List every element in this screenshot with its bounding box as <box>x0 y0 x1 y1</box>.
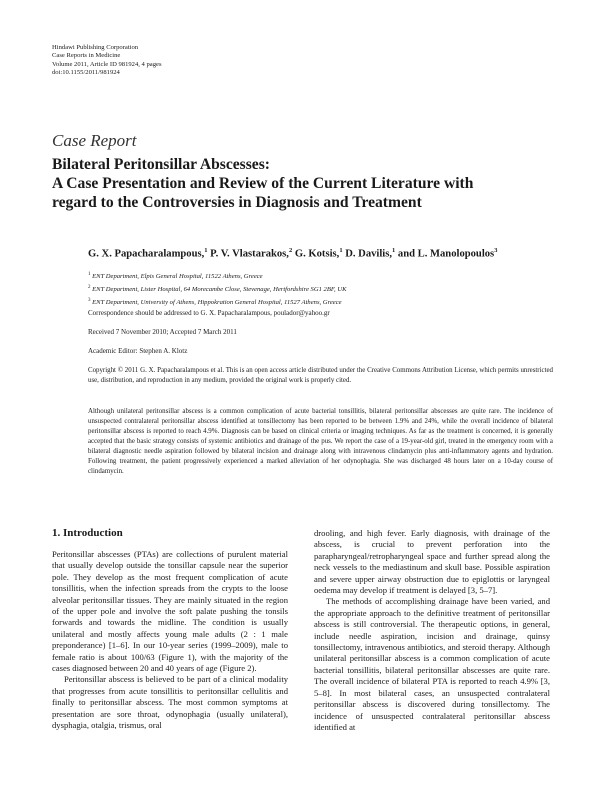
doi[interactable]: doi:10.1155/2011/981924 <box>52 69 120 77</box>
author-affiliation-mark: 1 <box>204 247 208 254</box>
affiliation-number: 3 <box>88 298 91 304</box>
author-name: G. Kotsis, <box>294 248 340 260</box>
body-paragraph: drooling, and high fever. Early diagnosis, with drainage of the abscess, is crucial to prevent perforation into the parapharyngeal/retropharyngeal space and further spread along the neck vessels to the mediastinum and skull base. Possible aspiration and severe upper airway obstruction due to epiglottis or laryngeal oedema may develop if treatment is delayed [3, 5–7]. <box>314 528 550 596</box>
author-name: D. Davilis, <box>345 248 393 260</box>
affiliation-item <box>88 295 346 308</box>
body-paragraph: The methods of accomplishing drainage have been varied, and the appropriate approach to the definitive treatment of peritonsillar abscess is still controversial. The therapeutic options, in general, include needle aspiration, incision and drainage, quinsy tonsillectomy, intravenous antibiotics, and steroid therapy. Although unilateral peritonsillar abscess is a common complication of acute bacterial tonsillitis, bilateral peritonsillar abscesses are quite rare. The overall incidence of bilateral PTA is reported to reach 4.9% [3, 5–8]. In most bilateral cases, an unsuspected contralateral peritonsillar abscess is discovered during tonsillectomy. The incidence of unsuspected contralateral peritonsillar abscess identified at <box>314 596 550 732</box>
affiliation-text: ENT Department, University of Athens, Hippokration General Hospital, 11527 Athens, Greece <box>92 299 342 307</box>
title-line-3: regard to the Controversies in Diagnosis and Treatment <box>52 194 422 211</box>
correspondence: Correspondence should be addressed to G. X. Papacharalampous, poulador@yahoo.gr <box>88 309 330 317</box>
author-affiliation-mark: 1 <box>339 247 343 254</box>
publisher-info <box>52 44 162 78</box>
author-affiliation-mark: 2 <box>288 247 293 254</box>
body-paragraph: Peritonsillar abscess is believed to be part of a clinical modality that progresses from acute tonsillitis to peritonsillar cellulitis and finally to peritonsillar abscess. The most common symptoms at presentation are sore throat, odynophagia (usually unilateral), dysphagia, otalgia, trismus, oral <box>52 674 288 731</box>
author-name: G. X. Papacharalampous, <box>88 248 205 260</box>
title-line-2: A Case Presentation and Review of the Current Literature with <box>52 175 474 192</box>
copyright-notice: Copyright © 2011 G. X. Papacharalampous et al. This is an open access article distributed under the Creative Commons Attribution License, which permits unrestricted use, distribution, and reproduction in any medium, provided the original work is properly cited. <box>88 367 553 384</box>
author-name: and L. Manolopoulos <box>397 248 495 260</box>
author-name: P. V. Vlastarakos, <box>210 248 289 260</box>
affiliation-item <box>88 282 346 295</box>
affiliation-text: ENT Department, Elpis General Hospital, 11522 Athens, Greece <box>92 273 263 281</box>
volume-info: Volume 2011, Article ID 981924, 4 pages <box>52 60 162 68</box>
affiliations <box>88 269 346 309</box>
left-column <box>52 549 288 732</box>
journal-name: Case Reports in Medicine <box>52 52 121 60</box>
title-line-1: Bilateral Peritonsillar Abscesses: <box>52 156 270 173</box>
received-dates: Received 7 November 2010; Accepted 7 March 2011 <box>88 328 237 336</box>
affiliation-number: 1 <box>88 272 91 277</box>
section-heading: 1. Introduction <box>52 527 123 539</box>
author-affiliation-mark: 1 <box>392 247 396 254</box>
affiliation-number: 2 <box>88 285 91 291</box>
body-paragraph: Peritonsillar abscesses (PTAs) are collections of purulent material that usually develop outside the tonsillar capsule near the superior pole. They develop as the most frequent complication of acute tonsillitis, when the infection spreads from the crypts to the loose alveolar peritonsillar tissues. They are mainly situated in the region of the upper pole and involve the soft palate pushing the tonsils forwards and towards the midline. The condition is usually unilateral and mostly affects young male adults (2 : 1 male preponderance) [1–6]. In our 10-year series (1999–2009), male to female ratio is about 100/63 (Figure 1), with the majority of the cases diagnosed between 20 and 40 years of age (Figure 2). <box>52 549 288 674</box>
author-affiliation-mark: 3 <box>494 247 498 254</box>
academic-editor: Academic Editor: Stephen A. Klotz <box>88 347 188 355</box>
affiliation-item <box>88 269 346 282</box>
author-list <box>88 247 497 260</box>
abstract: Although unilateral peritonsillar abscess is a common complication of acute bacterial tonsillitis, bilateral peritonsillar abscesses are quite rare. The incidence of unsuspected contralateral peritonsillar abscess identified at tonsillectomy has been reported to be between 1.9% and 24%, while the overall incidence of bilateral peritonsillar abscess is reported to reach 4.9%. Diagnosis can be based on clinical criteria or imaging techniques. As far as the treatment is concerned, it is generally accepted that the basic strategy consists of systemic antibiotics and drainage of the pus. We report the case of a 19-year-old girl, treated in the emergency room with a bilateral diagnostic needle aspiration followed by bilateral incision and drainage along with intravenous clindamycin plus anti-inflammatory agents and hydration. Following treatment, the patient progressively experienced a marked alleviation of her odynophagia. She was discharged 48 hours later on a 10-day course of clindamycin. <box>88 408 553 475</box>
right-column <box>314 528 550 733</box>
publisher-name: Hindawi Publishing Corporation <box>52 44 139 51</box>
paper-title <box>52 155 552 212</box>
article-type: Case Report <box>52 131 137 150</box>
affiliation-text: ENT Department, Lister Hospital, 64 Morecambe Close, Stevenage, Hertfordshire SG1 2BF, UK <box>92 286 347 294</box>
